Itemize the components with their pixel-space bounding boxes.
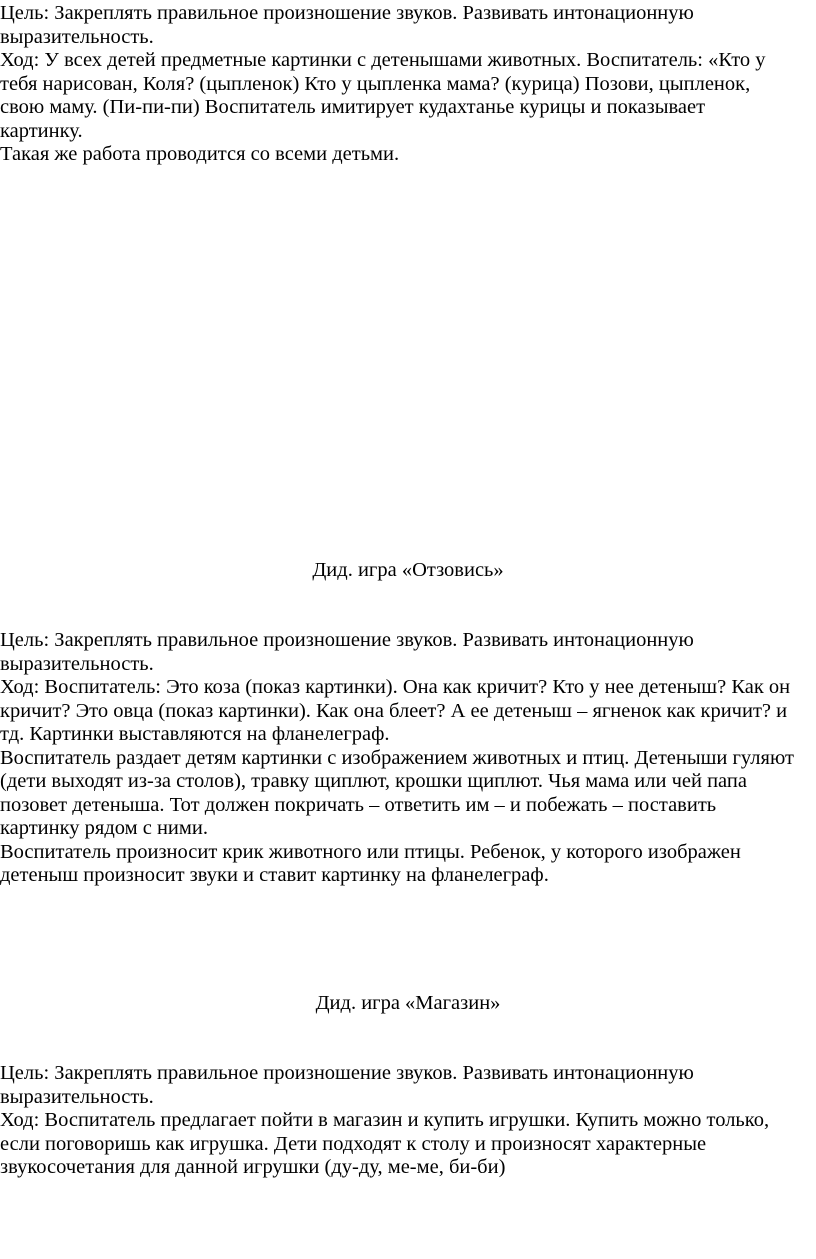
paragraph-line: Воспитатель раздает детям картинки с изображением животных и птиц. Детеныши гуляют (0, 746, 794, 769)
paragraph-line: тебя нарисован, Коля? (цыпленок) Кто у цыпленка мама? (курица) Позови, цыпленок, (0, 72, 751, 95)
paragraph-line: свою маму. (Пи-пи-пи) Воспитатель имитирует кудахтанье курицы и показывает (0, 96, 706, 118)
paragraph-line: Цель: Закреплять правильное произношение звуков. Развивать интонационную (0, 1062, 694, 1084)
paragraph-line: картинку. (0, 119, 83, 142)
paragraph-line: выразительность. (0, 25, 154, 48)
section-2-title: Дид. игра «Отзовись» (312, 559, 504, 581)
paragraph-line: выразительность. (0, 1085, 154, 1108)
paragraph-line: позовет детеныша. Тот должен покричать – ответить им – и побежать – поставить (0, 793, 717, 816)
section-3-title: Дид. игра «Магазин» (315, 992, 501, 1014)
section-2 (0, 629, 812, 888)
paragraph-line: детеныш произносит звуки и ставит картинку на фланелеграф. (0, 864, 549, 886)
paragraph-line: тд. Картинки выставляются на фланелеграф. (0, 723, 390, 745)
paragraph-line: звукосочетания для данной игрушки (ду-ду, ме-ме, би-би) (0, 1156, 506, 1178)
paragraph-line: (дети выходят из-за столов), травку щиплют, крошки щиплют. Чья мама или чей папа (0, 770, 747, 792)
paragraph-line: кричит? Это овца (показ картинки). Как она блеет? А ее детеныш – ягненок как кричит? и (0, 699, 788, 722)
paragraph-line: Такая же работа проводится со всеми детьми. (0, 143, 400, 165)
section-3 (0, 1062, 812, 1180)
paragraph-line: если поговоришь как игрушка. Дети подходят к столу и произносят характерные (0, 1132, 707, 1155)
paragraph-line: картинку рядом с ними. (0, 817, 208, 839)
paragraph-line: Ход: У всех детей предметные картинки с детенышами животных. Воспитатель: «Кто у (0, 49, 766, 71)
paragraph-line: Ход: Воспитатель: Это коза (показ картинки). Она как кричит? Кто у нее детеныш? Как он (0, 676, 791, 698)
paragraph-line: Воспитатель произносит крик животного или птицы. Ребенок, у которого изображен (0, 840, 741, 863)
paragraph-line: Цель: Закреплять правильное произношение звуков. Развивать интонационную (0, 2, 694, 24)
paragraph-line: Цель: Закреплять правильное произношение звуков. Развивать интонационную (0, 629, 694, 651)
paragraph-line: Ход: Воспитатель предлагает пойти в магазин и купить игрушки. Купить можно только, (0, 1109, 770, 1131)
paragraph-line: выразительность. (0, 652, 154, 675)
section-1 (0, 2, 812, 167)
